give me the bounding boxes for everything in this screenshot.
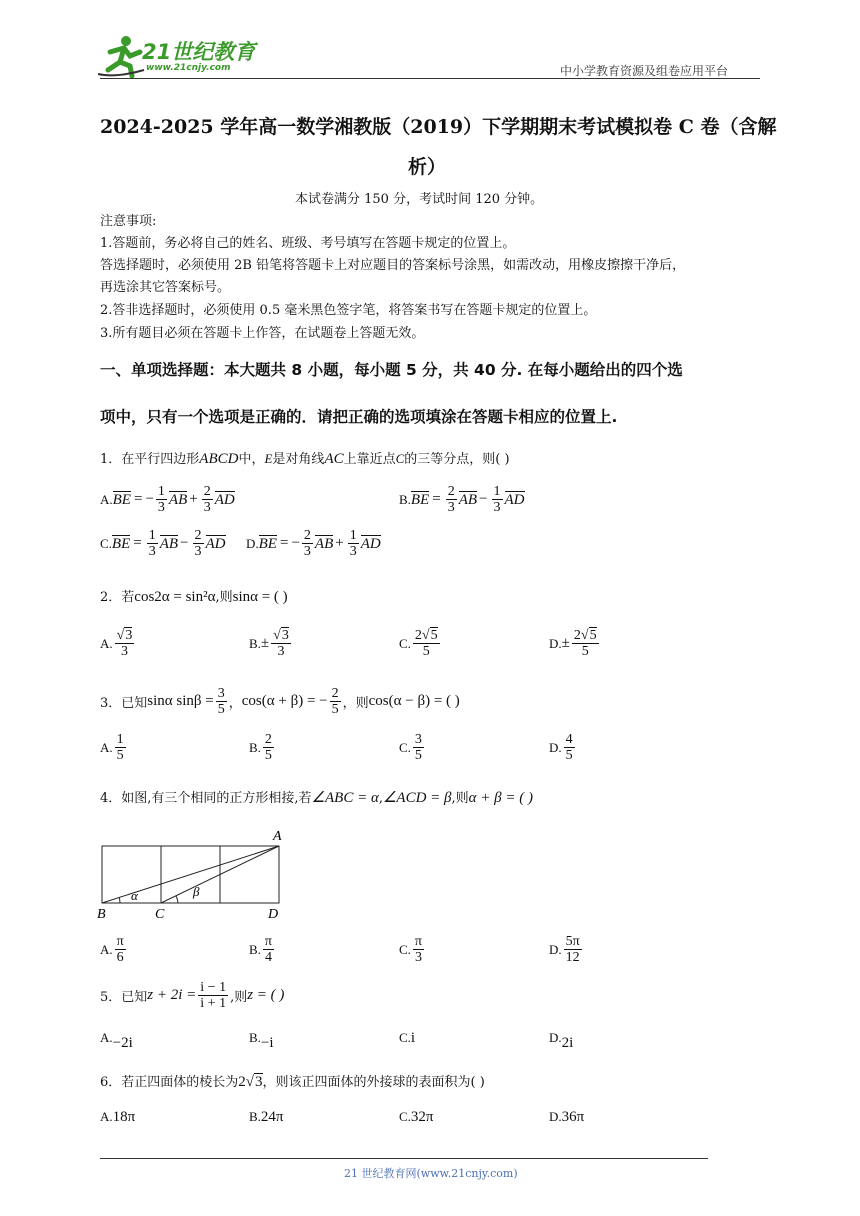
question-3-stem: 3．已知 sinα sinβ = $\frac{3}{5}$ ， cos(α + β) = − $\frac{2}{5}$ ，则 cos(α − β) = ( ): [100, 686, 460, 717]
q5-option-a[interactable]: A.−2i: [100, 1030, 133, 1051]
label-a: A: [273, 829, 282, 844]
q2-option-c[interactable]: C. $\frac{2√5}{5}$: [399, 628, 438, 659]
label-d: D: [268, 907, 279, 922]
angle-alpha-arc: [119, 897, 120, 903]
q5-option-d[interactable]: D.2i: [549, 1030, 574, 1051]
header-right-text: 中小学教育资源及组卷应用平台: [560, 64, 729, 78]
label-alpha: α: [131, 888, 138, 903]
q3-option-b[interactable]: B. $\frac{2}{5}$: [249, 732, 272, 763]
q6-option-d[interactable]: D.36π: [549, 1109, 585, 1125]
q1-option-d[interactable]: D. BE = − $\frac{2}{3}$ AB + $\frac{1}{3}$ AD: [246, 528, 381, 559]
angle-beta-arc: [176, 896, 178, 903]
header-rule: [100, 78, 760, 79]
three-squares-figure: [94, 826, 294, 922]
section-heading-line1: 一、单项选择题：本大题共 8 小题，每小题 5 分，共 40 分. 在每小题给出的四个选: [100, 361, 683, 379]
page-title-line1: 2024-2025 学年高一数学湘教版（2019）下学期期末考试模拟卷 C 卷（含解: [100, 116, 777, 138]
q6-option-b[interactable]: B.24π: [249, 1109, 284, 1125]
label-b: B: [97, 907, 106, 922]
runner-logo-icon: [96, 34, 146, 78]
q4-option-c[interactable]: C. $\frac{\pi}{3}$: [399, 934, 422, 965]
footer-rule: [100, 1158, 708, 1159]
q6-option-c[interactable]: C.32π: [399, 1109, 434, 1125]
notes-heading: 注意事项:: [100, 214, 157, 229]
logo-main-text: 21世纪教育: [142, 40, 256, 64]
footer-link[interactable]: 21 世纪教育网(www.21cnjy.com): [344, 1167, 518, 1180]
question-5-stem: 5．已知 z + 2i = $\frac{i - 1}{i + 1}$ ,则 z = ( ): [100, 980, 285, 1011]
q3-option-d[interactable]: D. $\frac{4}{5}$: [549, 732, 573, 763]
label-beta: β: [193, 884, 200, 899]
logo: [96, 34, 266, 78]
q4-option-a[interactable]: A. $\frac{\pi}{6}$: [100, 934, 124, 965]
q3-option-c[interactable]: C. $\frac{3}{5}$: [399, 732, 422, 763]
note-3: 2.答非选择题时，必须使用 0.5 毫米黑色签字笔，将答案书写在答题卡规定的位置上。: [100, 303, 597, 318]
note-1: 1.答题前，务必将自己的姓名、班级、考号填写在答题卡规定的位置上。: [100, 236, 516, 251]
q6-option-a[interactable]: A.18π: [100, 1109, 136, 1125]
logo-sub-text: www.21cnjy.com: [146, 63, 231, 73]
q5-option-b[interactable]: B.−i: [249, 1030, 274, 1051]
label-c: C: [155, 907, 165, 922]
q4-option-b[interactable]: B. $\frac{\pi}{4}$: [249, 934, 272, 965]
segment-ba: [102, 846, 279, 903]
q2-option-b[interactable]: B. ± $\frac{√3}{3}$: [249, 628, 289, 659]
page-subtitle: 本试卷满分 150 分，考试时间 120 分钟。: [295, 192, 544, 207]
q5-option-c[interactable]: C.i: [399, 1030, 416, 1046]
q1-option-b[interactable]: B. BE = $\frac{2}{3}$ AB − $\frac{1}{3}$ AD: [399, 484, 525, 515]
question-1-stem: 1．在平行四边形ABCD中，E是对角线AC上靠近点C的三等分点，则( ): [100, 451, 510, 467]
section-heading-line2: 项中，只有一个选项是正确的．请把正确的选项填涂在答题卡相应的位置上.: [100, 408, 618, 426]
note-2b: 再选涂其它答案标号。: [100, 280, 231, 295]
q3-option-a[interactable]: A. $\frac{1}{5}$: [100, 732, 124, 763]
q4-option-d[interactable]: D. $\frac{5\pi}{12}$: [549, 934, 580, 965]
question-4-stem: 4．如图,有三个相同的正方形相接,若∠ABC = α,∠ACD = β,则α + β = ( ): [100, 790, 533, 806]
question-2-stem: 2．若cos2α = sin²α,则sinα = ( ): [100, 589, 288, 605]
q2-option-a[interactable]: A. $\frac{√3}{3}$: [100, 628, 133, 659]
question-6-stem: 6．若正四面体的棱长为2√3，则该正四面体的外接球的表面积为( ): [100, 1074, 485, 1090]
q1-option-a[interactable]: A. BE = − $\frac{1}{3}$ AB + $\frac{2}{3}$ AD: [100, 484, 235, 515]
note-2a: 答选择题时，必须使用 2B 铅笔将答题卡上对应题目的答案标号涂黑，如需改动，用橡皮擦擦干净后，: [100, 258, 686, 273]
note-4: 3.所有题目必须在答题卡上作答，在试题卷上答题无效。: [100, 326, 425, 341]
page-title-line2: 析）: [408, 156, 447, 178]
q2-option-d[interactable]: D. ± $\frac{2√5}{5}$: [549, 628, 597, 659]
q1-option-c[interactable]: C. BE = $\frac{1}{3}$ AB − $\frac{2}{3}$ AD: [100, 528, 226, 559]
